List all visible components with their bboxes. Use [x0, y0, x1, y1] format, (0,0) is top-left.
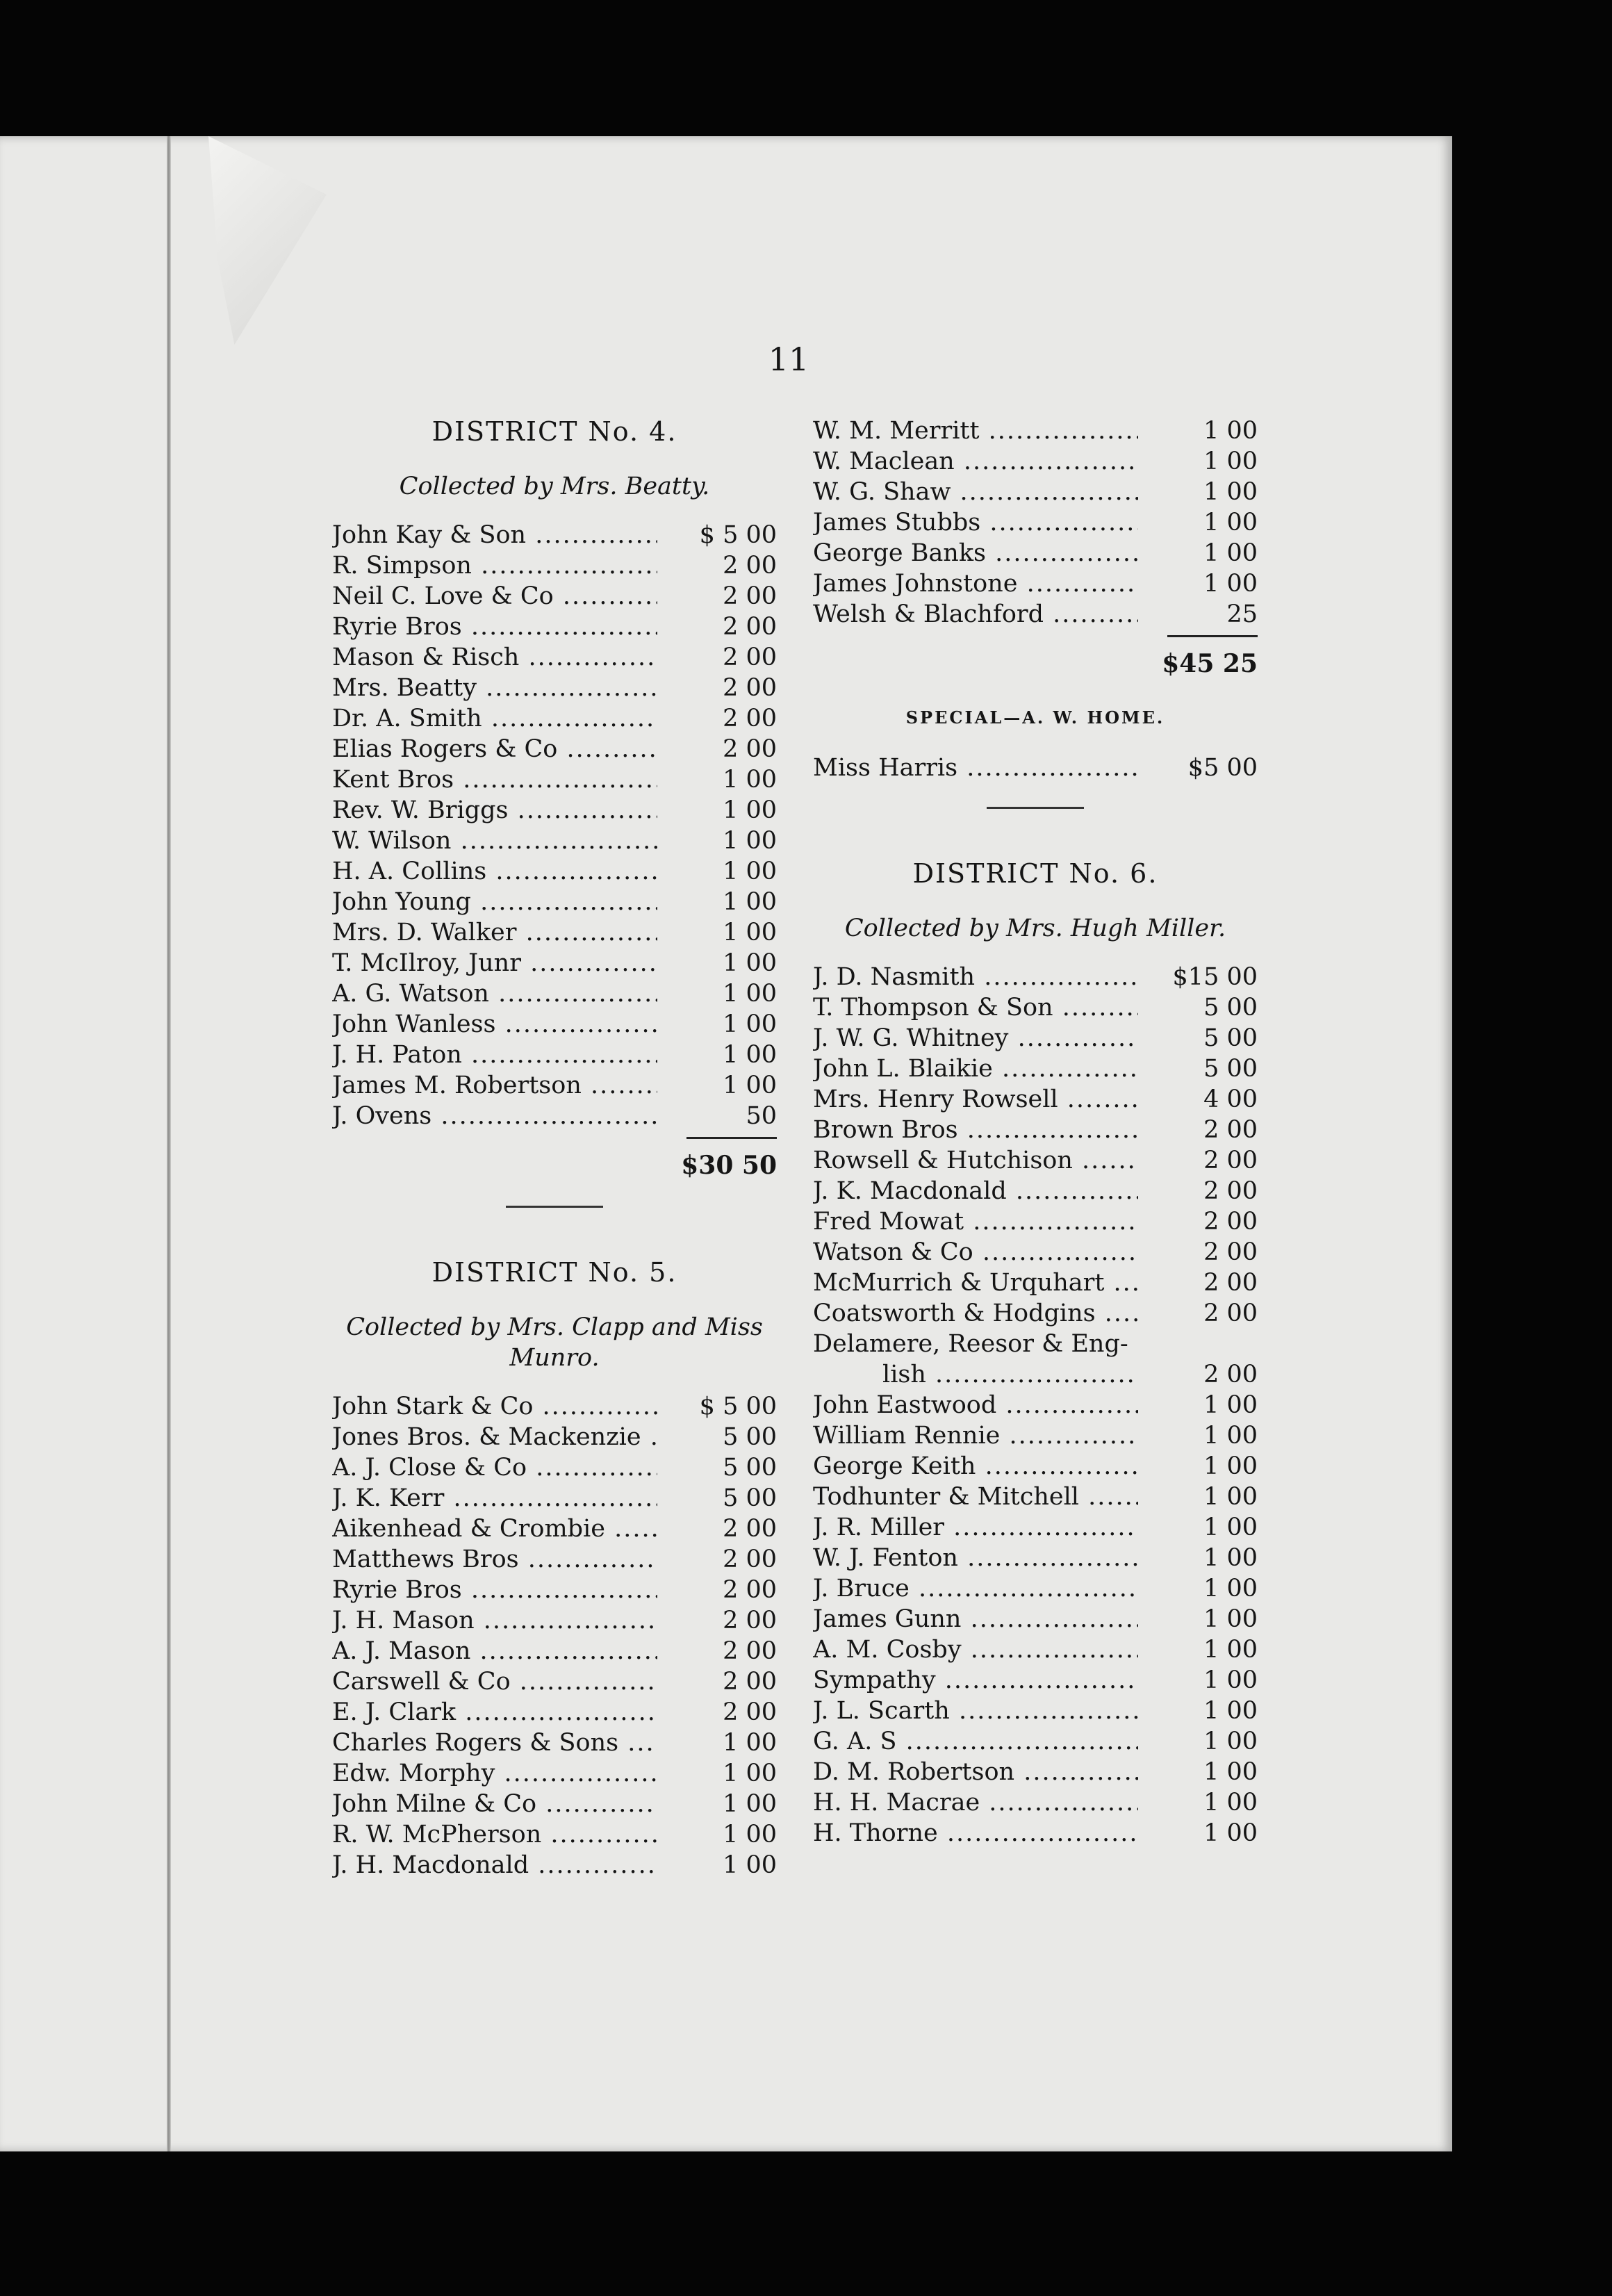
- contributor-name: G. A. S .....: [813, 1726, 1138, 1757]
- contributor-name: James Johnstone .....: [813, 568, 1138, 599]
- contributor-name: H. Thorne .....: [813, 1818, 1138, 1848]
- list-item: [332, 1070, 777, 1101]
- contribution-amount: 2 00: [723, 1576, 777, 1604]
- contributor-name: McMurrich & Urquhart .....: [813, 1268, 1138, 1298]
- contribution-amount: 2 00: [723, 552, 777, 580]
- contribution-amount: $ 5 00: [699, 1393, 777, 1420]
- contributor-name: Mrs. D. Walker .....: [332, 917, 657, 948]
- contribution-amount: 1 00: [1203, 1605, 1258, 1633]
- list-item: [813, 1206, 1258, 1237]
- contributor-name: Elias Rogers & Co .....: [332, 734, 657, 764]
- contributor-name: A. G. Watson .....: [332, 978, 657, 1009]
- list-item: [332, 764, 777, 795]
- contributor-name: Ryrie Bros .....: [332, 612, 657, 642]
- list-item: [332, 642, 777, 673]
- contributor-name: J. H. Paton .....: [332, 1040, 657, 1070]
- contribution-amount: 25: [1226, 600, 1258, 628]
- contributor-name: A. M. Cosby .....: [813, 1634, 1138, 1665]
- contributor-name: Dr. A. Smith .....: [332, 703, 657, 734]
- list-item: [813, 538, 1258, 568]
- district-5-heading: DISTRICT No. 5.: [431, 1257, 677, 1288]
- list-item: [813, 1145, 1258, 1176]
- contribution-amount: 1 00: [723, 796, 777, 824]
- contribution-amount: 2 00: [723, 1668, 777, 1696]
- list-item: [332, 1040, 777, 1070]
- contribution-amount: 1 00: [1203, 1758, 1258, 1786]
- list-item: [813, 1084, 1258, 1115]
- list-item: [332, 1789, 777, 1819]
- list-item: [332, 1544, 777, 1575]
- contributor-name: R. Simpson .....: [332, 550, 657, 581]
- page-number: 11: [768, 341, 809, 378]
- contributor-name: Brown Bros .....: [813, 1115, 1138, 1145]
- list-item: [813, 1115, 1258, 1145]
- contributor-name: Rowsell & Hutchison .....: [813, 1145, 1138, 1176]
- list-item: [813, 1512, 1258, 1543]
- district-6-list: [813, 962, 1258, 1848]
- list-item: [813, 992, 1258, 1023]
- district-4-total: $30 50: [681, 1151, 777, 1180]
- list-item: [332, 856, 777, 887]
- contribution-amount: 5 00: [723, 1484, 777, 1512]
- contributor-name: R. W. McPherson .....: [332, 1819, 657, 1850]
- list-item: [813, 1237, 1258, 1268]
- contribution-amount: 2 00: [1203, 1299, 1258, 1327]
- contribution-amount: 1 00: [1203, 1422, 1258, 1450]
- list-item: [813, 962, 1258, 992]
- contribution-amount: 1 00: [1203, 1391, 1258, 1419]
- list-item: [813, 1390, 1258, 1420]
- contribution-amount: 1 00: [1203, 448, 1258, 475]
- list-item: [813, 1359, 1258, 1390]
- contribution-amount: 2 00: [1203, 1269, 1258, 1297]
- list-item: [332, 1636, 777, 1666]
- contributor-name: E. J. Clark .....: [332, 1697, 657, 1728]
- contribution-amount: 1 00: [723, 1821, 777, 1848]
- contribution-amount: $15 00: [1172, 963, 1258, 991]
- contribution-amount: 1 00: [1203, 1514, 1258, 1541]
- list-item: [332, 581, 777, 612]
- list-item: [332, 1514, 777, 1544]
- list-item: [332, 1605, 777, 1636]
- contributor-name: John L. Blaikie .....: [813, 1053, 1138, 1084]
- list-item: [813, 1451, 1258, 1482]
- contribution-amount: 1 00: [723, 980, 777, 1008]
- list-item: [332, 978, 777, 1009]
- contribution-amount: 1 00: [1203, 1789, 1258, 1817]
- list-item: [332, 673, 777, 703]
- contribution-amount: 1 00: [723, 1790, 777, 1818]
- list-item: [813, 1696, 1258, 1726]
- contribution-amount: 2 00: [1203, 1147, 1258, 1174]
- contributor-name: William Rennie .....: [813, 1420, 1138, 1451]
- contributor-name: Ryrie Bros .....: [332, 1575, 657, 1605]
- contribution-amount: 2 00: [723, 613, 777, 641]
- list-item: [332, 1575, 777, 1605]
- contributor-name: Jones Bros. & Mackenzie .....: [332, 1422, 657, 1452]
- contributor-name: George Banks .....: [813, 538, 1138, 568]
- contributor-name: J. H. Mason .....: [332, 1605, 657, 1636]
- contributor-name: W. J. Fenton .....: [813, 1543, 1138, 1573]
- contribution-amount: 1 00: [1203, 1636, 1258, 1664]
- district-6-collector: Collected by Mrs. Hugh Miller.: [844, 915, 1226, 942]
- list-item: [332, 917, 777, 948]
- contributor-name: Charles Rogers & Sons .....: [332, 1728, 657, 1758]
- contributor-name: Neil C. Love & Co .....: [332, 581, 657, 612]
- contributor-name: J. K. Kerr .....: [332, 1483, 657, 1514]
- list-item: [813, 1818, 1258, 1848]
- contributor-name: John Eastwood .....: [813, 1390, 1138, 1420]
- list-item: [332, 1728, 777, 1758]
- contributor-name: Todhunter & Mitchell .....: [813, 1482, 1138, 1512]
- list-item: [332, 1101, 777, 1131]
- contributor-name: D. M. Robertson .....: [813, 1757, 1138, 1787]
- list-item: [332, 703, 777, 734]
- contribution-amount: 1 00: [723, 888, 777, 916]
- contributor-name: H. H. Macrae .....: [813, 1787, 1138, 1818]
- list-item: [813, 1573, 1258, 1604]
- contributor-name: T. Thompson & Son .....: [813, 992, 1138, 1023]
- list-item: [813, 477, 1258, 507]
- list-item: [813, 1023, 1258, 1053]
- list-item: [813, 1298, 1258, 1329]
- list-item: [813, 1268, 1258, 1298]
- contributor-name: A. J. Mason .....: [332, 1636, 657, 1666]
- section-divider: [506, 1206, 603, 1208]
- list-item: [813, 1787, 1258, 1818]
- contributor-name: A. J. Close & Co .....: [332, 1452, 657, 1483]
- contribution-amount: $5 00: [1187, 754, 1258, 782]
- contributor-name: James Gunn .....: [813, 1604, 1138, 1634]
- list-item: [332, 1850, 777, 1880]
- contribution-amount: 2 00: [723, 1698, 777, 1726]
- contributor-name: Mrs. Henry Rowsell .....: [813, 1084, 1138, 1115]
- contributor-name: Miss Harris .....: [813, 753, 1138, 783]
- contributor-name: J. Bruce .....: [813, 1573, 1138, 1604]
- district-6-heading: DISTRICT No. 6.: [912, 858, 1158, 889]
- list-item: [332, 1758, 777, 1789]
- contribution-amount: 2 00: [723, 1545, 777, 1573]
- special-list: [813, 753, 1258, 783]
- contribution-amount: 1 00: [723, 1851, 777, 1879]
- list-item: [813, 1665, 1258, 1696]
- list-item: [332, 1391, 777, 1422]
- contribution-amount: $ 5 00: [699, 521, 777, 549]
- list-item: [332, 1483, 777, 1514]
- contributor-name: J. L. Scarth .....: [813, 1696, 1138, 1726]
- contribution-amount: 2 00: [723, 1607, 777, 1634]
- contributor-name: John Kay & Son .....: [332, 520, 657, 550]
- contribution-amount: 1 00: [1203, 417, 1258, 445]
- left-column: [332, 416, 777, 1880]
- contributor-name: Mrs. Beatty .....: [332, 673, 657, 703]
- contribution-amount: 2 00: [723, 705, 777, 732]
- contributor-name: W. M. Merritt .....: [813, 416, 1138, 446]
- contributor-name: James Stubbs .....: [813, 507, 1138, 538]
- list-item: [813, 1726, 1258, 1757]
- contribution-amount: 2 00: [723, 582, 777, 610]
- contribution-amount: 2 00: [723, 1637, 777, 1665]
- list-item: [332, 887, 777, 917]
- list-item: [332, 1422, 777, 1452]
- contribution-amount: 1 00: [1203, 1575, 1258, 1602]
- list-item: [813, 1176, 1258, 1206]
- district-5-total-rule: [1167, 635, 1258, 637]
- district-4-list: [332, 520, 777, 1131]
- list-item: [813, 507, 1258, 538]
- contribution-amount: 5 00: [723, 1454, 777, 1482]
- contribution-amount: 1 00: [723, 1010, 777, 1038]
- district-5-list: [332, 1391, 777, 1880]
- list-item: [813, 1604, 1258, 1634]
- contributor-name: John Wanless .....: [332, 1009, 657, 1040]
- contribution-amount: 1 00: [1203, 539, 1258, 567]
- contributor-name: W. Wilson .....: [332, 826, 657, 856]
- contributor-name: W. Maclean .....: [813, 446, 1138, 477]
- contributor-name: Matthews Bros .....: [332, 1544, 657, 1575]
- contribution-amount: 1 00: [1203, 1697, 1258, 1725]
- contribution-amount: 1 00: [723, 827, 777, 855]
- list-item: [813, 1634, 1258, 1665]
- contribution-amount: 1 00: [1203, 1728, 1258, 1755]
- contribution-amount: 1 00: [723, 858, 777, 885]
- contribution-amount: 5 00: [1203, 1055, 1258, 1083]
- list-item: [332, 948, 777, 978]
- list-item: [332, 1819, 777, 1850]
- page-spine: [167, 136, 171, 2151]
- contribution-amount: 1 00: [723, 949, 777, 977]
- contributor-name: J. Ovens .....: [332, 1101, 657, 1131]
- right-column: [813, 416, 1258, 1848]
- contribution-amount: 2 00: [723, 674, 777, 702]
- contributor-name: George Keith .....: [813, 1451, 1138, 1482]
- contribution-amount: 1 00: [723, 1041, 777, 1069]
- list-item: [813, 416, 1258, 446]
- contribution-amount: 2 00: [723, 735, 777, 763]
- contributor-name: T. McIlroy, Junr .....: [332, 948, 657, 978]
- contribution-amount: 1 00: [1203, 1452, 1258, 1480]
- district-4-total-rule: [686, 1137, 777, 1139]
- list-item: [813, 1420, 1258, 1451]
- list-item: [332, 1452, 777, 1483]
- contributor-name: W. G. Shaw .....: [813, 477, 1138, 507]
- contributor-name: Rev. W. Briggs .....: [332, 795, 657, 826]
- contribution-amount: 1 00: [1203, 1819, 1258, 1847]
- list-item: [332, 795, 777, 826]
- contributor-name: James M. Robertson .....: [332, 1070, 657, 1101]
- list-item: [332, 550, 777, 581]
- district-5-continued-list: [813, 416, 1258, 630]
- contributor-name: Aikenhead & Crombie .....: [332, 1514, 657, 1544]
- contributor-name: Kent Bros .....: [332, 764, 657, 795]
- list-item: [332, 1666, 777, 1697]
- contributor-name: J. D. Nasmith .....: [813, 962, 1138, 992]
- contributor-name: Welsh & Blachford .....: [813, 599, 1138, 630]
- list-item: [332, 612, 777, 642]
- contributor-name: Edw. Morphy .....: [332, 1758, 657, 1789]
- contribution-amount: 1 00: [723, 766, 777, 794]
- contributor-name: lish .....: [813, 1359, 1138, 1390]
- list-item: [813, 1053, 1258, 1084]
- list-item: [813, 753, 1258, 783]
- contribution-amount: 1 00: [1203, 1544, 1258, 1572]
- contributor-name: John Young .....: [332, 887, 657, 917]
- district-4-collector: Collected by Mrs. Beatty.: [399, 473, 710, 500]
- contribution-amount: 1 00: [723, 919, 777, 946]
- contribution-amount: 2 00: [1203, 1116, 1258, 1144]
- contribution-amount: 5 00: [723, 1423, 777, 1451]
- contributor-name: John Stark & Co .....: [332, 1391, 657, 1422]
- contribution-amount: 1 00: [1203, 570, 1258, 598]
- contribution-amount: 1 00: [723, 1760, 777, 1787]
- contribution-amount: 4 00: [1203, 1085, 1258, 1113]
- contribution-amount: 1 00: [1203, 478, 1258, 506]
- list-item: [332, 520, 777, 550]
- contribution-amount: 1 00: [723, 1729, 777, 1757]
- list-item: [813, 568, 1258, 599]
- contribution-amount: 2 00: [1203, 1361, 1258, 1388]
- contributor-name: Fred Mowat .....: [813, 1206, 1138, 1237]
- list-item: [813, 1543, 1258, 1573]
- contribution-amount: 1 00: [723, 1072, 777, 1099]
- contribution-amount: 50: [746, 1102, 777, 1130]
- section-divider: [987, 807, 1084, 809]
- contributor-name: Delamere, Reesor & Eng-: [813, 1330, 1128, 1358]
- list-item: [813, 1757, 1258, 1787]
- contributor-name: J. R. Miller .....: [813, 1512, 1138, 1543]
- contribution-amount: 2 00: [1203, 1177, 1258, 1205]
- contribution-amount: 1 00: [1203, 1666, 1258, 1694]
- contribution-amount: 2 00: [1203, 1208, 1258, 1236]
- contributor-name: John Milne & Co .....: [332, 1789, 657, 1819]
- contribution-amount: 5 00: [1203, 1024, 1258, 1052]
- contribution-amount: 5 00: [1203, 994, 1258, 1022]
- list-item: [332, 826, 777, 856]
- contribution-amount: 1 00: [1203, 1483, 1258, 1511]
- list-item: [332, 1697, 777, 1728]
- contribution-amount: [1138, 1329, 1258, 1359]
- list-item: [813, 446, 1258, 477]
- contributor-name: Mason & Risch .....: [332, 642, 657, 673]
- contributor-name: Coatsworth & Hodgins .....: [813, 1298, 1138, 1329]
- contributor-name: Sympathy .....: [813, 1665, 1138, 1696]
- contributor-name: J. W. G. Whitney .....: [813, 1023, 1138, 1053]
- contributor-name: J. K. Macdonald .....: [813, 1176, 1138, 1206]
- list-item: [813, 1329, 1258, 1359]
- special-heading: SPECIAL—A. W. HOME.: [905, 707, 1165, 728]
- list-item: [813, 1482, 1258, 1512]
- district-4-heading: DISTRICT No. 4.: [431, 416, 677, 447]
- contributor-name: Carswell & Co .....: [332, 1666, 657, 1697]
- contribution-amount: 1 00: [1203, 509, 1258, 536]
- contributor-name: J. H. Macdonald .....: [332, 1850, 657, 1880]
- contributor-name: H. A. Collins .....: [332, 856, 657, 887]
- contributor-name: Watson & Co .....: [813, 1237, 1138, 1268]
- list-item: [332, 734, 777, 764]
- district-5-collector: Collected by Mrs. Clapp and Miss Munro.: [346, 1313, 763, 1372]
- contribution-amount: 2 00: [723, 643, 777, 671]
- list-item: [332, 1009, 777, 1040]
- list-item: [813, 599, 1258, 630]
- district-5-total: $45 25: [1162, 649, 1258, 678]
- contribution-amount: 2 00: [723, 1515, 777, 1543]
- contribution-amount: 2 00: [1203, 1238, 1258, 1266]
